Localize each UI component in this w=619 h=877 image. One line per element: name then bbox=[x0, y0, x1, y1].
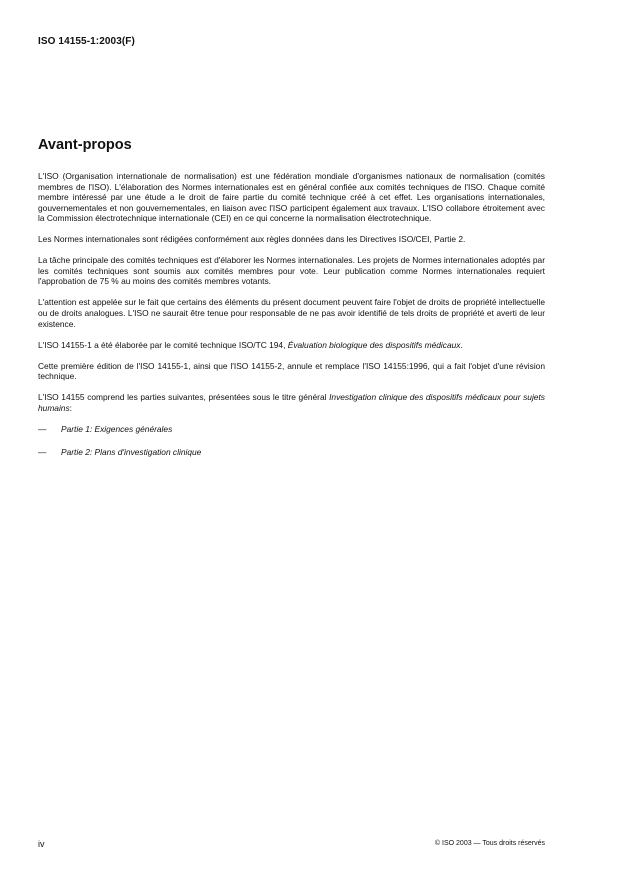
parts-intro-text: L'ISO 14155 comprend les parties suivantes, présentées sous le titre général bbox=[38, 392, 330, 403]
paragraph-iso-organisation: L'ISO (Organisation internationale de normalisation) est une fédération mondiale d'organismes nationaux de normalisation (comités membres de l'ISO). L'élaboration des Normes internationales est en général confiée aux comités techniques de l'ISO. Chaque comité membre intéressé par une étude a le droit de faire partie du comité technique créé à cet effet. Les organisations internationales, gouvernementales et non gouvernementales, en liaison avec l'ISO participent également aux travaux. L'ISO collabore étroitement avec la Commission électrotechnique internationale (CEI) en ce qui concerne la normalisation électrotechnique. bbox=[38, 171, 545, 224]
paragraph-patent-rights: L'attention est appelée sur le fait que certains des éléments du présent document peuvent faire l'objet de droits de propriété intellectuelle ou de droits analogues. L'ISO ne saurait être tenue pour responsable de ne pas avoir identifié de tels droits de propriété et averti de leur existence. bbox=[38, 297, 545, 329]
document-id: ISO 14155-1:2003(F) bbox=[38, 36, 135, 47]
paragraph-edition: Cette première édition de l'ISO 14155-1, ainsi que l'ISO 14155-2, annule et remplace l'ISO 14155:1996, qui a fait l'objet d'une révision technique. bbox=[38, 360, 545, 382]
paragraph-directives: Les Normes internationales sont rédigées conformément aux règles données dans les Directives ISO/CEI, Partie 2. bbox=[38, 234, 466, 245]
paragraph-technical-committees: La tâche principale des comités techniques est d'élaborer les Normes internationales. Les projets de Normes internationales adoptés par les comités techniques sont soumis aux comités membres pour vote. Leur publication comme Normes internationales requiert l'approbation de 75 % au moins des comités membres votants. bbox=[38, 255, 545, 287]
prepared-by-end: . bbox=[460, 339, 463, 350]
page-number: iv bbox=[38, 839, 45, 849]
dash-bullet: — bbox=[38, 423, 47, 434]
dash-bullet: — bbox=[38, 447, 47, 458]
general-title: Investigation clinique des dispositifs médicaux pour sujets humains bbox=[38, 392, 545, 413]
committee-title: Évaluation biologique des dispositifs médicaux bbox=[287, 339, 461, 350]
copyright-notice: © ISO 2003 — Tous droits réservés bbox=[434, 840, 545, 847]
page-title: Avant-propos bbox=[38, 137, 132, 153]
paragraph-parts-intro bbox=[38, 392, 545, 413]
paragraph-prepared-by bbox=[38, 340, 545, 351]
part-label: Partie 2: Plans d'investigation clinique bbox=[61, 447, 202, 458]
list-item bbox=[38, 447, 545, 458]
parts-intro-end: : bbox=[69, 402, 72, 413]
prepared-by-text: L'ISO 14155-1 a été élaborée par le comité technique ISO/TC 194, bbox=[38, 339, 288, 350]
foreword-body bbox=[38, 171, 545, 471]
part-label: Partie 1: Exigences générales bbox=[61, 423, 173, 434]
list-item bbox=[38, 424, 545, 435]
